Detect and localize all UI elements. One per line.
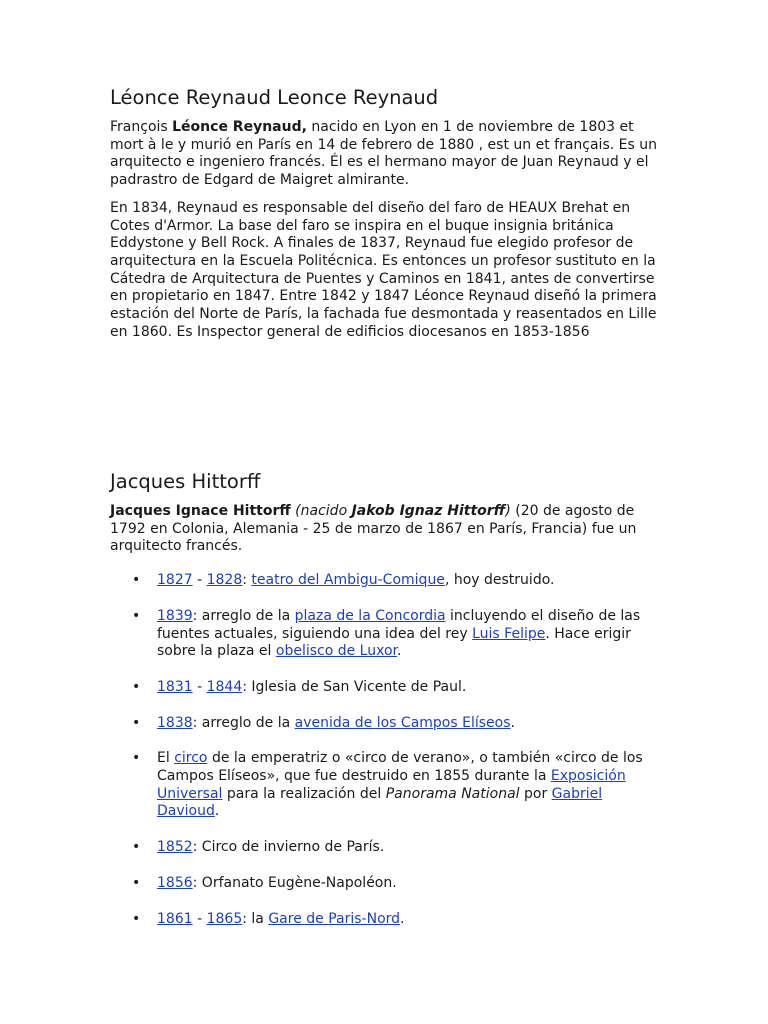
link-ambigu-comique[interactable]: teatro del Ambigu-Comique [251, 572, 445, 589]
list-item [110, 715, 662, 733]
text-span: para la realización del [222, 785, 386, 802]
text-span: François [110, 119, 173, 135]
link-year[interactable]: 1861 [157, 910, 193, 927]
text-span: - [192, 572, 207, 589]
link-plaza-concordia[interactable]: plaza de la Concordia [294, 607, 446, 624]
text-span: : Orfanato Eugène-Napoléon. [192, 874, 397, 891]
text-span: (20 de agosto de 1792 en Colonia, Alemania - 25 de marzo de 1867 en París, Francia) fue un arquitecto francés. [110, 503, 637, 555]
link-year[interactable]: 1856 [157, 874, 193, 891]
bold-name: Léonce Reynaud, [172, 119, 307, 135]
bullet-icon: • [132, 750, 141, 767]
text-span: . Hace erigir sobre la plaza el [157, 625, 631, 660]
link-year[interactable]: 1852 [157, 839, 193, 856]
bullet-icon: • [132, 572, 141, 589]
bullet-icon: • [132, 874, 141, 891]
link-gare-paris-nord[interactable]: Gare de Paris-Nord [268, 910, 401, 927]
italic-text: Panorama National [385, 785, 520, 802]
text-span: : Iglesia de San Vicente de Paul. [242, 678, 467, 695]
paragraph-hittorff-intro [110, 503, 662, 556]
text-span: por [519, 785, 552, 802]
link-campos-eliseos[interactable]: avenida de los Campos Elíseos [294, 714, 511, 731]
text-span: - [192, 678, 207, 695]
bullet-icon: • [132, 839, 141, 856]
link-luis-felipe[interactable]: Luis Felipe [472, 625, 546, 642]
text-span: . [400, 910, 405, 927]
link-year[interactable]: 1838 [157, 714, 193, 731]
text-span: : la [242, 910, 269, 927]
link-year[interactable]: 1839 [157, 607, 193, 624]
list-item [110, 608, 662, 661]
text-span: : Circo de invierno de París. [192, 839, 385, 856]
link-gabriel-davioud[interactable]: Gabriel Davioud [157, 785, 603, 820]
section-title-hittorff: Jacques Hittorff [110, 470, 261, 493]
document-content [110, 86, 662, 927]
link-year[interactable]: 1828 [206, 572, 243, 589]
text-span: : arreglo de la [192, 607, 295, 624]
text-span: : arreglo de la [192, 714, 295, 731]
link-year[interactable]: 1844 [206, 678, 243, 695]
text-span: nacido en Lyon en 1 de noviembre de 1803 et mort à le y murió en París en 14 de febrero de 1880 , est un et français. Es un arquitecto e ingeniero francés. Él es el hermano mayor de Juan Reynaud y el padrastro de Edgard de Maigret almirante. [110, 119, 657, 189]
italic-text: (nacido [290, 503, 352, 519]
text-span: . [397, 643, 402, 660]
list-item [110, 875, 662, 893]
link-year[interactable]: 1827 [157, 572, 193, 589]
link-exposicion-universal[interactable]: Exposición Universal [157, 768, 626, 802]
italic-text: ) [505, 503, 511, 519]
paragraph-reynaud-intro [110, 119, 662, 190]
text-span: - [192, 910, 207, 927]
text-span: . [214, 803, 220, 820]
text-span: . [510, 714, 515, 731]
list-item [110, 911, 662, 929]
link-year[interactable]: 1831 [157, 678, 193, 695]
text-span: , hoy destruido. [444, 572, 555, 589]
bullet-icon: • [132, 910, 141, 927]
bold-name: Jacques Ignace Hittorff [110, 503, 291, 519]
link-obelisco-luxor[interactable]: obelisco de Luxor [275, 643, 397, 660]
link-year[interactable]: 1865 [206, 910, 243, 927]
section-title-reynaud: Léonce Reynaud Leonce Reynaud [110, 86, 439, 109]
list-item [110, 839, 662, 857]
list-item [110, 750, 662, 821]
bullet-icon: • [132, 607, 141, 624]
link-circo[interactable]: circo [174, 750, 208, 767]
works-list [110, 572, 662, 928]
text-span: : [242, 572, 252, 589]
bold-italic-name: Jakob Ignaz Hittorff [351, 503, 506, 519]
text-span: de la emperatriz o «circo de verano», o también «circo de los Campos Elíseos», que fue destruido en 1855 durante la [157, 750, 643, 785]
list-item [110, 572, 662, 590]
section-hittorff [110, 470, 662, 946]
bullet-icon: • [132, 714, 141, 731]
text-span: El [157, 750, 175, 767]
paragraph-reynaud-career: En 1834, Reynaud es responsable del diseño del faro de HEAUX Brehat en Cotes d'Armor. La base del faro se inspira en el buque insignia británica Eddystone y Bell Rock. A finales de 1837, Reynaud fue elegido profesor de arquitectura en la Escuela Politécnica. Es entonces un profesor sustituto en la Cátedra de Arquitectura de Puentes y Caminos en 1841, antes de convertirse en propietario en 1847. Entre 1842 y 1847 Léonce Reynaud diseñó la primera estación del Norte de París, la fachada fue desmontada y reasentados en Lille en 1860. Es Inspector general de edificios diocesanos en 1853-1856 [110, 199, 657, 340]
list-item [110, 679, 662, 697]
text-span: incluyendo el diseño de las fuentes actuales, siguiendo una idea del rey [157, 607, 641, 642]
bullet-icon: • [132, 678, 141, 695]
